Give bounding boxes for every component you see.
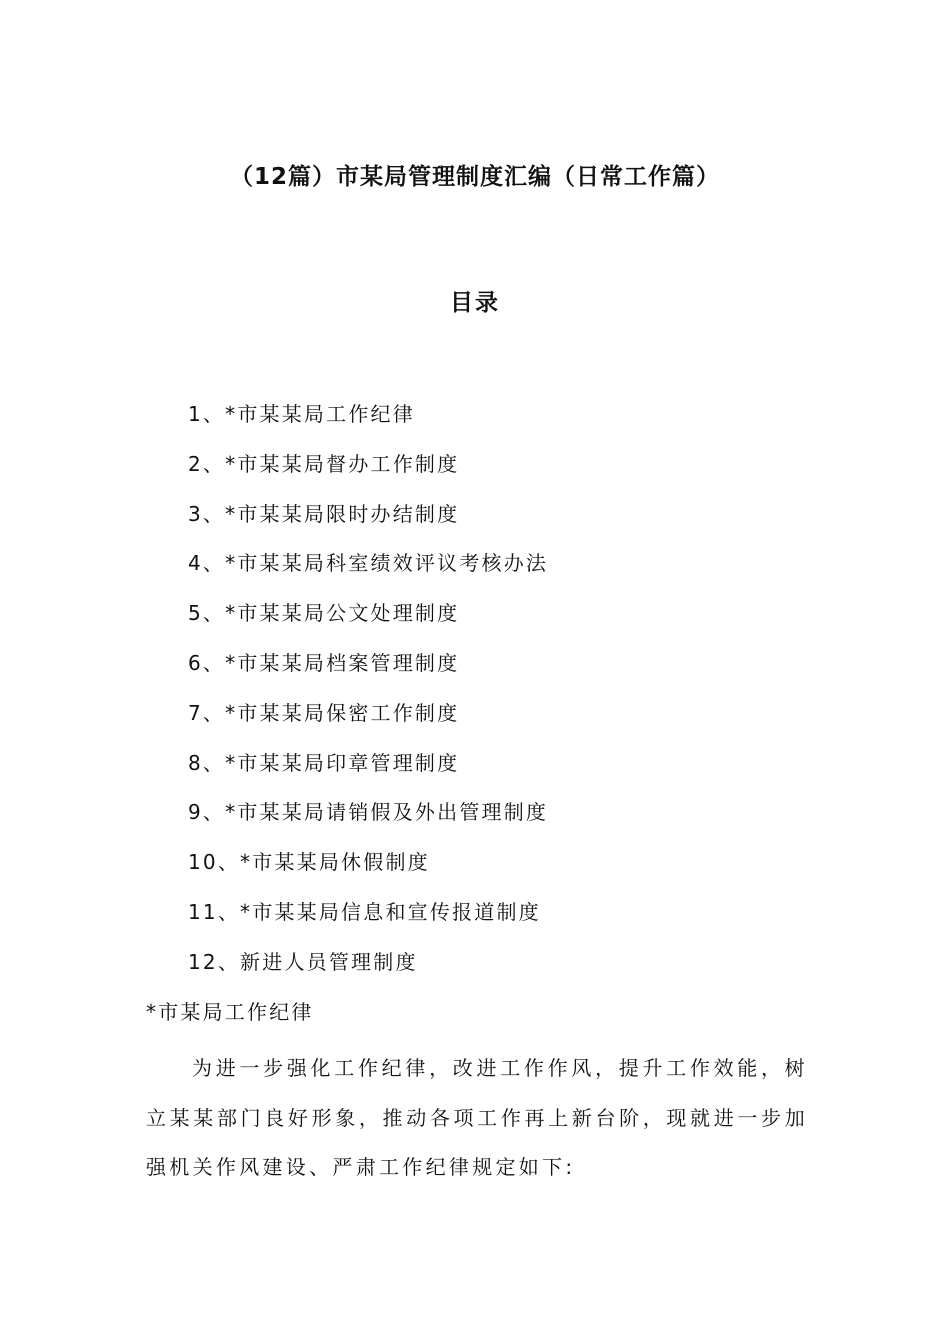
toc-item: 4、*市某某局科室绩效评议考核办法 [188, 551, 549, 576]
toc-item: 11、*市某某局信息和宣传报道制度 [188, 899, 541, 924]
body-paragraph: 为进一步强化工作纪律，改进工作作风，提升工作效能，树立某某部门良好形象，推动各项工作再上新台阶，现就进一步加强机关作风建设、严肃工作纪律规定如下: [146, 1056, 808, 1179]
toc-heading: 目录 [450, 290, 500, 316]
toc-item: 1、*市某某局工作纪律 [188, 402, 415, 426]
document-title: （12篇）市某局管理制度汇编（日常工作篇） [229, 164, 720, 190]
toc-item: 8、*市某某局印章管理制度 [188, 750, 460, 775]
table-of-contents [188, 398, 548, 996]
toc-item: 7、*市某某局保密工作制度 [188, 700, 460, 725]
toc-item: 6、*市某某局档案管理制度 [188, 650, 460, 675]
section-heading: *市某局工作纪律 [146, 1000, 314, 1024]
toc-item: 10、*市某某局休假制度 [188, 850, 430, 875]
toc-item: 5、*市某某局公文处理制度 [188, 601, 460, 626]
toc-item: 2、*市某某局督办工作制度 [188, 451, 460, 476]
toc-item: 3、*市某某局限时办结制度 [188, 501, 460, 526]
toc-item: 9、*市某某局请销假及外出管理制度 [188, 800, 549, 825]
toc-item: 12、新进人员管理制度 [188, 949, 418, 974]
